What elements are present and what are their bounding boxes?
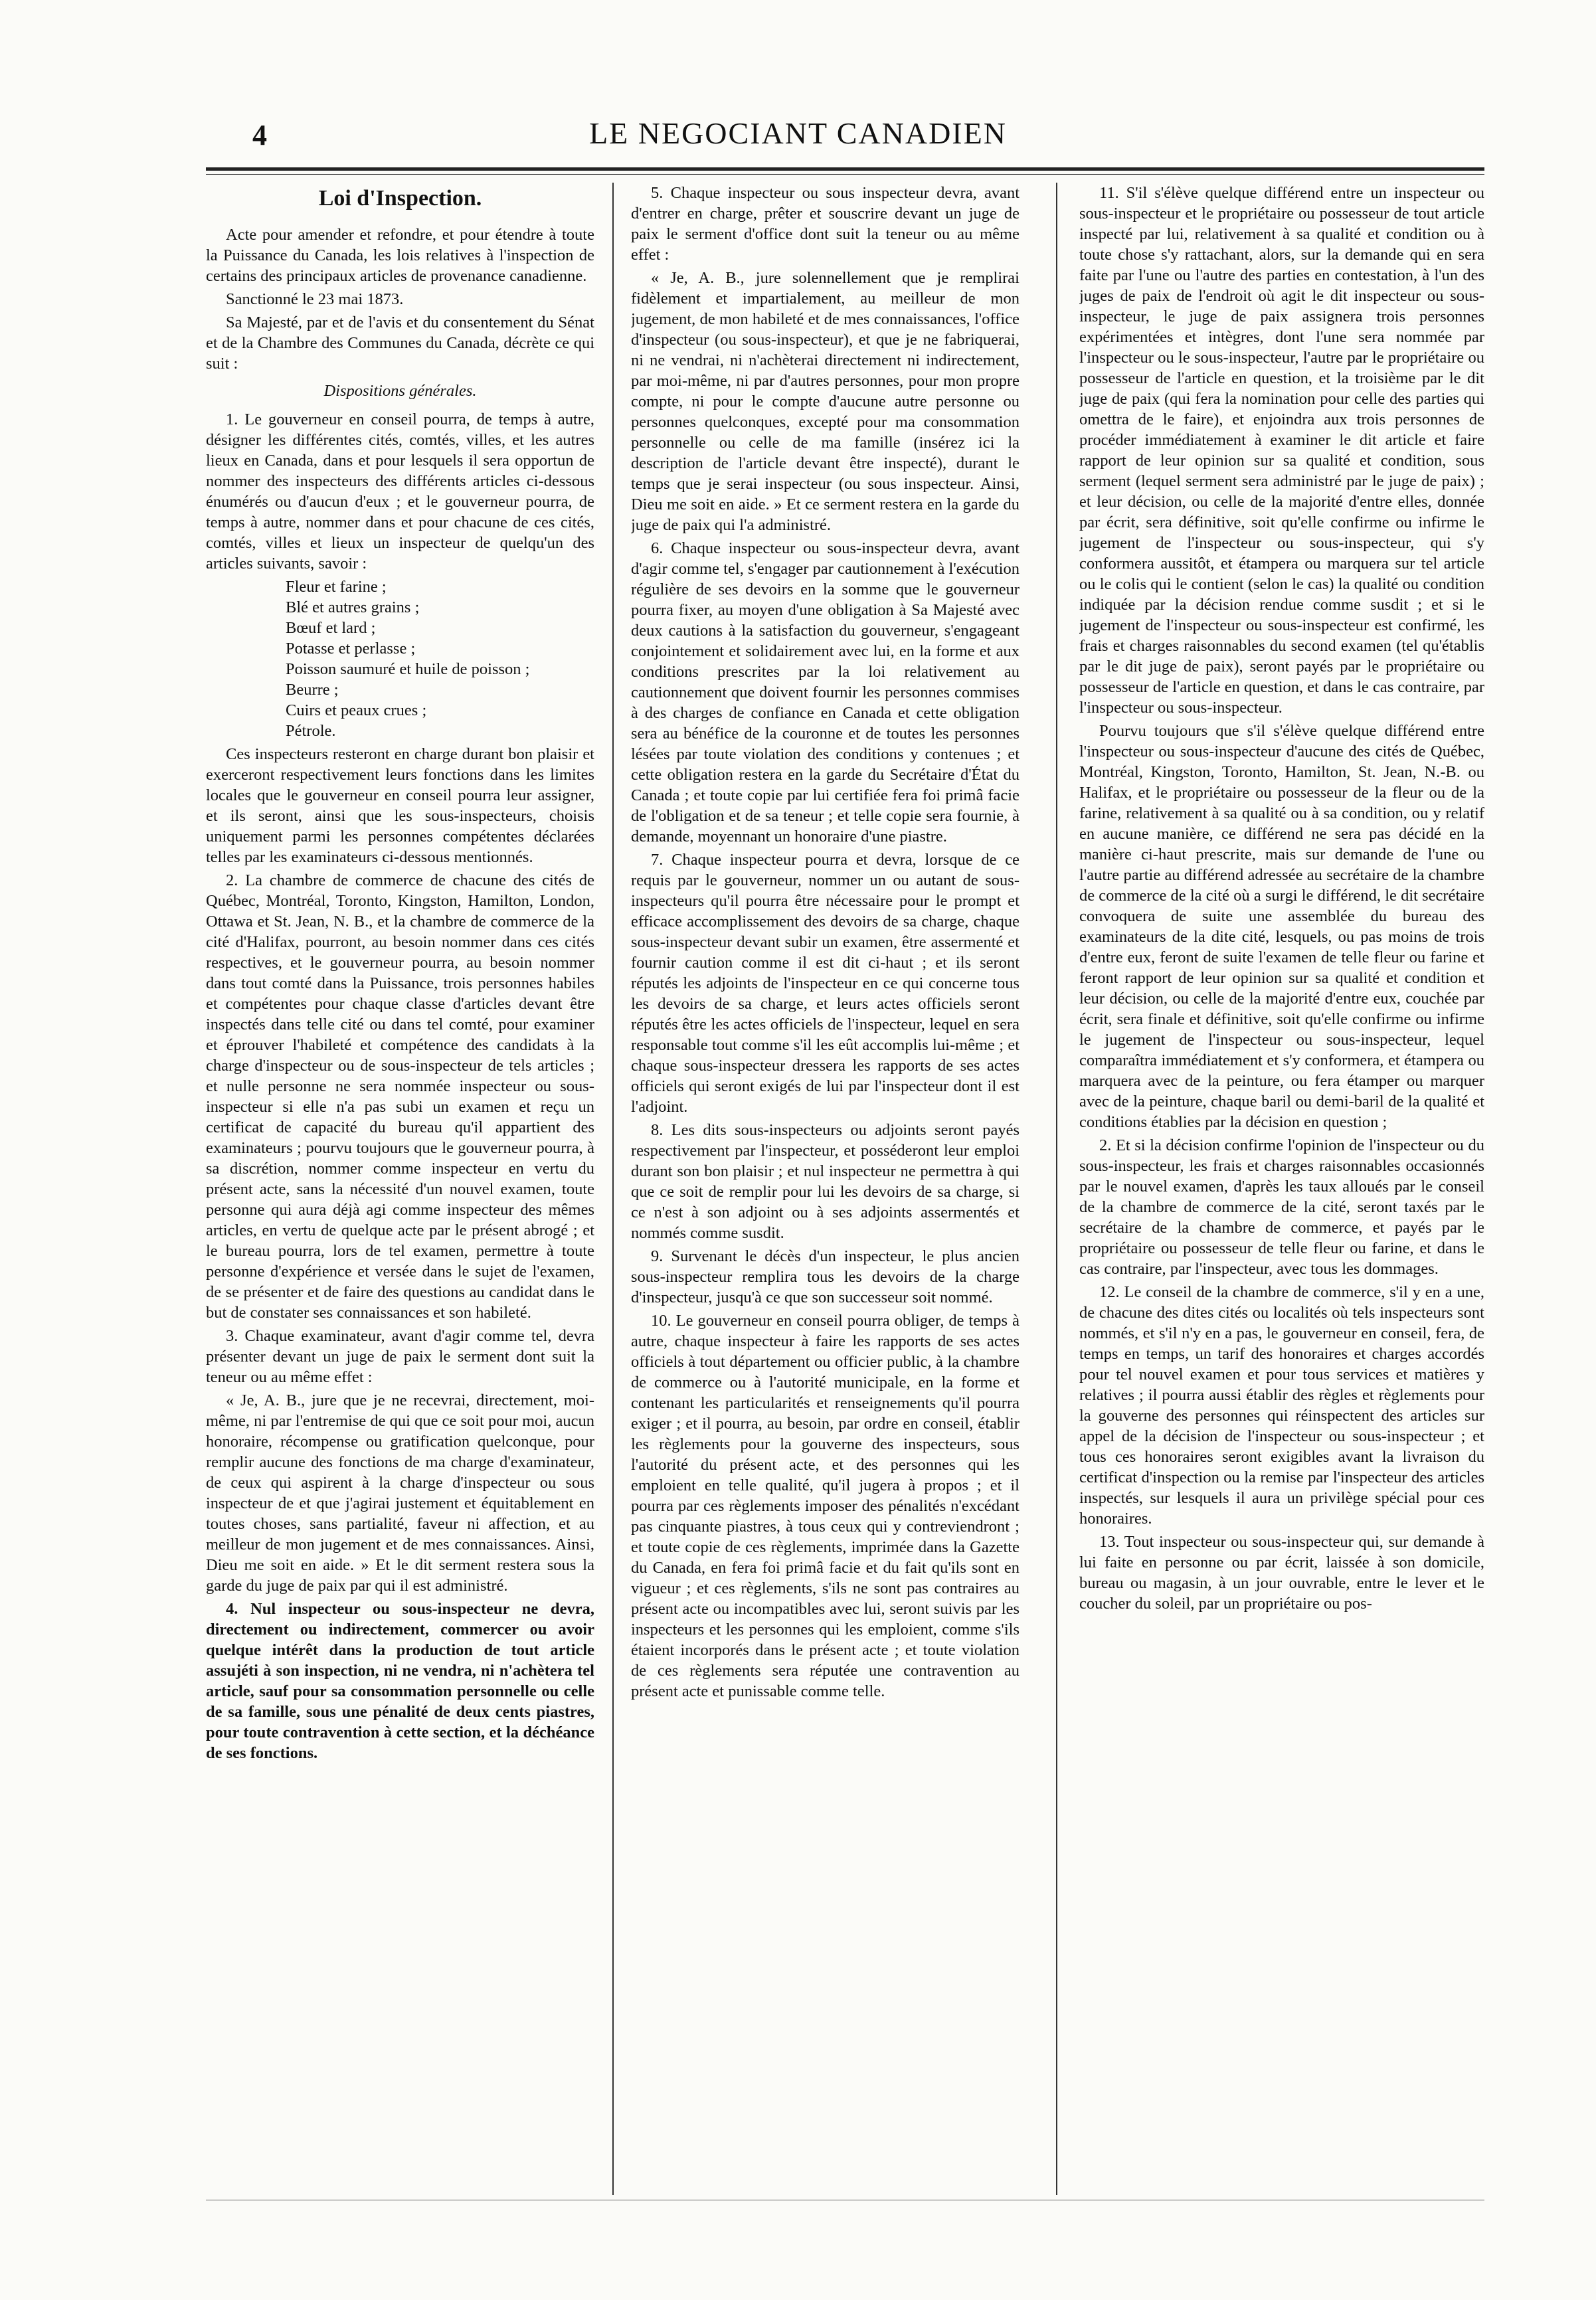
section-8: 8. Les dits sous-inspecteurs ou adjoints seront payés respectivement par l'inspecteur, et posséderont leur emploi durant son bon plaisir ; et nul inspecteur ne permettra à qui que ce soit de remplir pour lui les devoirs de sa charge, si ce n'est à son adjoint ou à ses adjoints assermentés et nommés comme susdit. [631,1121,1020,1242]
goods-item: Poisson saumuré et huile de poisson ; [286,660,530,678]
section-2: 2. La chambre de commerce de chacune des cités de Québec, Montréal, Toronto, Kingston, Hamilton, London, Ottawa et St. Jean, N. B., et la chambre de commerce de la cité d'Halifax, pourront, au besoin nommer dans ces cités respectives, et le gouverneur pourra, au besoin nommer dans tout comté dans la Puissance, trois personnes habiles et compétentes pour chaque classe d'articles devant être inspectés dans telle cité ou dans tel comté, pour examiner et éprouver l'habileté et compétence des candidats à la charge d'inspecteur ou de sous-inspecteur de tels articles ; et nulle personne ne sera nommée inspecteur ou sous-inspecteur si elle n'a pas subi un examen et reçu un certificat de capacité du bureau qu'il appartient des examinateurs ; pourvu toujours que le gouverneur pourra, à sa discrétion, nommer comme inspecteur en vertu du présent acte, sans la nécessité d'un nouvel examen, toute personne qui aura déjà agi comme inspecteur des mêmes articles, en vertu de quelque acte par le présent abrogé ; et le bureau pourra, lors de tel examen, permettre à toute personne d'expérience et versée dans le sujet de l'examen, de se présenter et de faire des questions au candidat dans le but de constater ses connaissances et son habileté. [206,871,594,1322]
section-4: 4. Nul inspecteur ou sous-inspecteur ne devra, directement ou indirectement, commercer ou avoir quelque intérêt dans la production de tout article assujéti à son inspection, ni ne vendra, ni n'achètera tel article, sauf pour sa consommation personnelle ou celle de sa famille, sous une pénalité de deux cents piastres, pour toute contravention à cette section, et la déchéance de ses fonctions. [206,1600,594,1762]
section-12: 12. Le conseil de la chambre de commerce, s'il y en a une, de chacune des dites cités ou localités où tels inspecteurs sont nommés, et s'il n'y en a pas, le gouverneur en conseil, fera, de temps en temps, un tarif des honoraires et charges accordés pour tel nouvel examen et pour tous services et matières y relatives ; il pourra aussi établir des règles et règlements pour la gouverne des personnes qui réinspectent des articles sur appel de la décision de l'inspecteur ou sous-inspecteur ; et tous ces honoraires seront exigibles avant la livraison du certificat d'inspection ou la remise par l'inspecteur des articles inspectés, sur lesquels il aura un privilège spécial pour ces honoraires. [1079,1283,1484,1528]
column-2 [631,183,1020,2188]
section-7: 7. Chaque inspecteur pourra et devra, lorsque de ce requis par le gouverneur, nommer un ou autant de sous-inspecteurs qu'il pourra être nécessaire pour le prompt et efficace accomplissement des devoirs de sa charge, chaque sous-inspecteur devant subir un examen, être assermenté et fournir caution comme il est dit ci-haut ; et ils seront réputés les adjoints de l'inspecteur en ce qui concerne tous les devoirs de sa charge, et leurs actes officiels seront réputés être les actes officiels de l'inspecteur, lequel en sera responsable tout comme s'il les eût accomplis lui-même ; et chaque sous-inspecteur dressera les rapports de ses actes officiels qui seront exigés de lui par l'inspecteur dont il est l'adjoint. [631,851,1020,1116]
column-3 [1079,183,1484,2188]
subheading: Dispositions générales. [323,382,477,400]
enacting-clause: Sa Majesté, par et de l'avis et du consentement du Sénat et de la Chambre des Communes du Canada, décrète ce qui suit : [206,313,594,373]
preamble: Acte pour amender et refondre, et pour étendre à toute la Puissance du Canada, les lois relatives à l'inspection de certains des principaux articles de provenance canadienne. [206,226,594,285]
article-title: Loi d'Inspection. [318,186,482,211]
section-9: 9. Survenant le décès d'un inspecteur, le plus ancien sous-inspecteur remplira tous les devoirs de la charge d'inspecteur, jusqu'à ce que son successeur soit nommé. [631,1247,1020,1306]
sanction-date: Sanctionné le 23 mai 1873. [226,290,404,308]
column-divider [1056,183,1057,2195]
section-5: 5. Chaque inspecteur ou sous inspecteur devra, avant d'entrer en charge, prêter et souscrire devant un juge de paix le serment d'office dont suit la teneur ou au même effet : [631,184,1020,264]
goods-item: Fleur et farine ; [286,578,387,596]
section-1-continued: Ces inspecteurs resteront en charge durant bon plaisir et exerceront respectivement leurs fonctions dans les limites locales que le gouverneur en conseil pourra leur assigner, et ils seront, ainsi que les sous-inspecteurs, choisis uniquement parmi les personnes compétentes déclarées telles par les examinateurs ci-dessous mentionnés. [206,745,594,866]
goods-item: Cuirs et peaux crues ; [286,701,427,719]
header-rule-thin [206,174,1484,175]
column-1 [206,183,594,2188]
goods-item: Pétrole. [286,722,336,740]
section-3: 3. Chaque examinateur, avant d'agir comme tel, devra présenter devant un juge de paix le serment dont suit la teneur ou au même effet : [206,1327,594,1386]
goods-list [206,576,594,741]
header-rule [206,167,1484,171]
section-10: 10. Le gouverneur en conseil pourra obliger, de temps à autre, chaque inspecteur à faire les rapports de ses actes officiels à tout département ou officier public, à la chambre de commerce ou à l'autorité municipale, en la forme et contenant les particularités et renseignements qu'il pourra exiger ; et il pourra, au besoin, par ordre en conseil, établir les règlements pour la gouverne des inspecteurs, sous l'autorité du présent acte, et des personnes qui les emploient en telle qualité, qu'il jugera à propos ; et il pourra par ces règlements imposer des pénalités n'excédant pas cinquante piastres, à tous ceux qui y contreviendront ; et toute copie de ces règlements, imprimée dans la Gazette du Canada, en fera foi primâ facie et du fait qu'ils sont en vigueur ; et ces règlements, s'ils ne sont pas contraires au présent acte ou incompatibles avec lui, seront suivis par les inspecteurs et les personnes qui les emploient, comme s'ils étaient incorporés dans le présent acte ; et toute violation de ces règlements sera réputée une contravention au présent acte et punissable comme telle. [631,1312,1020,1700]
goods-item: Beurre ; [286,681,339,699]
page-number: 4 [252,119,267,151]
goods-item: Blé et autres grains ; [286,598,420,616]
goods-item: Potasse et perlasse ; [286,640,416,658]
section-3-oath: « Je, A. B., jure que je ne recevrai, directement, moi-même, ni par l'entremise de qui que ce soit pour moi, aucun honoraire, récompense ou gratification quelconque, pour remplir aucune des fonctions de ma charge d'examinateur, de ceux qui aspirent à la charge d'inspecteur ou sous inspecteur de et que j'agirai justement et équitablement en toutes choses, sans partialité, faveur ni affection, et au meilleur de mon jugement et de mes connaissances. Ainsi, Dieu me soit en aide. » Et le dit serment restera sous la garde du juge de paix par qui il est administré. [206,1391,594,1595]
section-11-paragraph-2: 2. Et si la décision confirme l'opinion de l'inspecteur ou du sous-inspecteur, les frais et charges raisonnables occasionnés par le nouvel examen, d'après les taux alloués par le conseil de la chambre de commerce de la cité, seront taxés par le secrétaire de la chambre de commerce, et payés par le propriétaire ou possesseur de telle fleur ou farine, et dans le cas contraire, par l'inspecteur, avec tous les dommages. [1079,1136,1484,1278]
journal-title: LE NEGOCIANT CANADIEN [589,116,1007,150]
section-11: 11. S'il s'élève quelque différend entre un inspecteur ou sous-inspecteur et le propriétaire ou possesseur de tout article inspecté par lui, relativement à sa qualité et condition ou à toute chose s'y rattachant, alors, sur la demande qui en sera faite par l'une ou l'autre des parties en contestation, à l'un des juges de paix de l'endroit où agit le dit inspecteur ou sous-inspecteur, le juge de paix assignera trois personnes expérimentées et intègres, dont l'une sera nommée par l'inspecteur ou le sous-inspecteur, l'autre par le propriétaire ou possesseur de l'article en question, et la troisième par le dit juge de paix (qui fera la nomination pour celle des parties qui omettra de le faire), et enjoindra aux trois personnes de procéder immédiatement à examiner le dit article et faire rapport de leur opinion sur sa qualité et condition, sous serment (lequel serment sera administré par le juge de paix) ; et leur décision, ou celle de la majorité d'entre elles, donnée par écrit, sera définitive, soit qu'elle confirme ou infirme le jugement de l'inspecteur ou sous-inspecteur, qui s'y conformera aussitôt, et étampera ou marquera sur tel article ou le colis qui le contient (selon le cas) la qualité ou condition indiquée par la décision rendue comme susdit ; et si le jugement de l'inspecteur ou sous-inspecteur est confirmé, les frais et charges raisonnables du second examen (tel qu'établis par le dit juge de paix), seront payés par le propriétaire ou possesseur de l'article en question, et dans le cas contraire, par l'inspecteur ou sous-inspecteur. [1079,184,1484,717]
section-5-oath: « Je, A. B., jure solennellement que je remplirai fidèlement et impartialement, au meilleur de mon jugement, de mon habileté et de mes connaissances, l'office d'inspecteur (ou sous-inspecteur), et que je ne fabriquerai, ni ne vendrai, ni n'achèterai directement ni indirectement, par moi-même, ni par d'autres personnes, pour mon propre compte, ni pour le compte d'aucune autre personne ou personnes quelconques, excepté pour ma consommation personnelle ou celle de ma famille (insérez ici la description de l'article devant être inspecté), durant le temps que je serai inspecteur (ou sous inspecteur. Ainsi, Dieu me soit en aide. » Et ce serment restera en la garde du juge de paix qui l'a administré. [631,269,1020,534]
column-divider [612,183,614,2195]
section-6: 6. Chaque inspecteur ou sous-inspecteur devra, avant d'agir comme tel, s'engager par cautionnement à l'exécution régulière de ses devoirs en la somme que le gouverneur pourra fixer, au moyen d'une obligation à Sa Majesté avec deux cautions à la satisfaction du gouverneur, s'engageant conjointement et solidairement avec lui, en la forme et aux conditions prescrites par la loi relativement au cautionnement que doivent fournir les personnes commises à des charges de confiance en Canada et cette obligation sera au bénéfice de la couronne et de toutes les personnes lésées par toute violation des conditions y contenues ; et cette obligation restera en la garde du Secrétaire d'État du Canada ; et toute copie par lui certifiée fera foi primâ facie de l'obligation et de sa teneur ; et telle copie sera fournie, à demande, moyennant un honoraire d'une piastre. [631,539,1020,845]
section-1: 1. Le gouverneur en conseil pourra, de temps à autre, désigner les différentes cités, comtés, villes, et les autres lieux en Canada, dans et pour lesquels il sera opportun de nommer des inspecteurs des différents articles ci-dessous énumérés ou d'aucun d'eux ; et le gouverneur pourra, de temps à autre, nommer dans et pour chacune de ces cités, comtés, villes et lieux un inspecteur de quelqu'un des articles suivants, savoir : [206,410,594,573]
section-11-proviso: Pourvu toujours que s'il s'élève quelque différend entre l'inspecteur ou sous-inspecteur d'aucune des cités de Québec, Montréal, Kingston, Toronto, Hamilton, St. Jean, N.-B. ou Halifax, et le propriétaire ou possesseur de la fleur ou de la farine, relativement à sa qualité ou à sa condition, ou y relatif en aucune manière, ce différend ne sera pas décidé en la manière ci-haut prescrite, mais sur demande de l'une ou l'autre partie au différend adressée au secrétaire de la chambre de commerce de la cité où a surgi le différend, le dit secrétaire convoquera de suite une assemblée du bureau des examinateurs de la dite cité, lesquels, ou pas moins de trois d'entre eux, feront de suite l'examen de telle fleur ou farine et feront rapport de leur opinion sur sa qualité et condition et leur décision, ou celle de la majorité d'entre eux, couchée par écrit, sera finale et définitive, soit qu'elle confirme ou infirme le jugement de l'inspecteur ou sous-inspecteur, lequel comparaîtra immédiatement et s'y conformera, et étampera ou marquera avec de la peinture, ou fera étamper ou marquer avec de la peinture, chaque baril ou demi-baril de la qualité et conditions établies par la décision en question ; [1079,722,1484,1131]
goods-item: Bœuf et lard ; [286,619,376,637]
section-13: 13. Tout inspecteur ou sous-inspecteur qui, sur demande à lui faite en personne ou par écrit, laissée à son domicile, bureau ou magasin, à un jour ouvrable, entre le lever et le coucher du soleil, par un propriétaire ou pos- [1079,1533,1484,1613]
